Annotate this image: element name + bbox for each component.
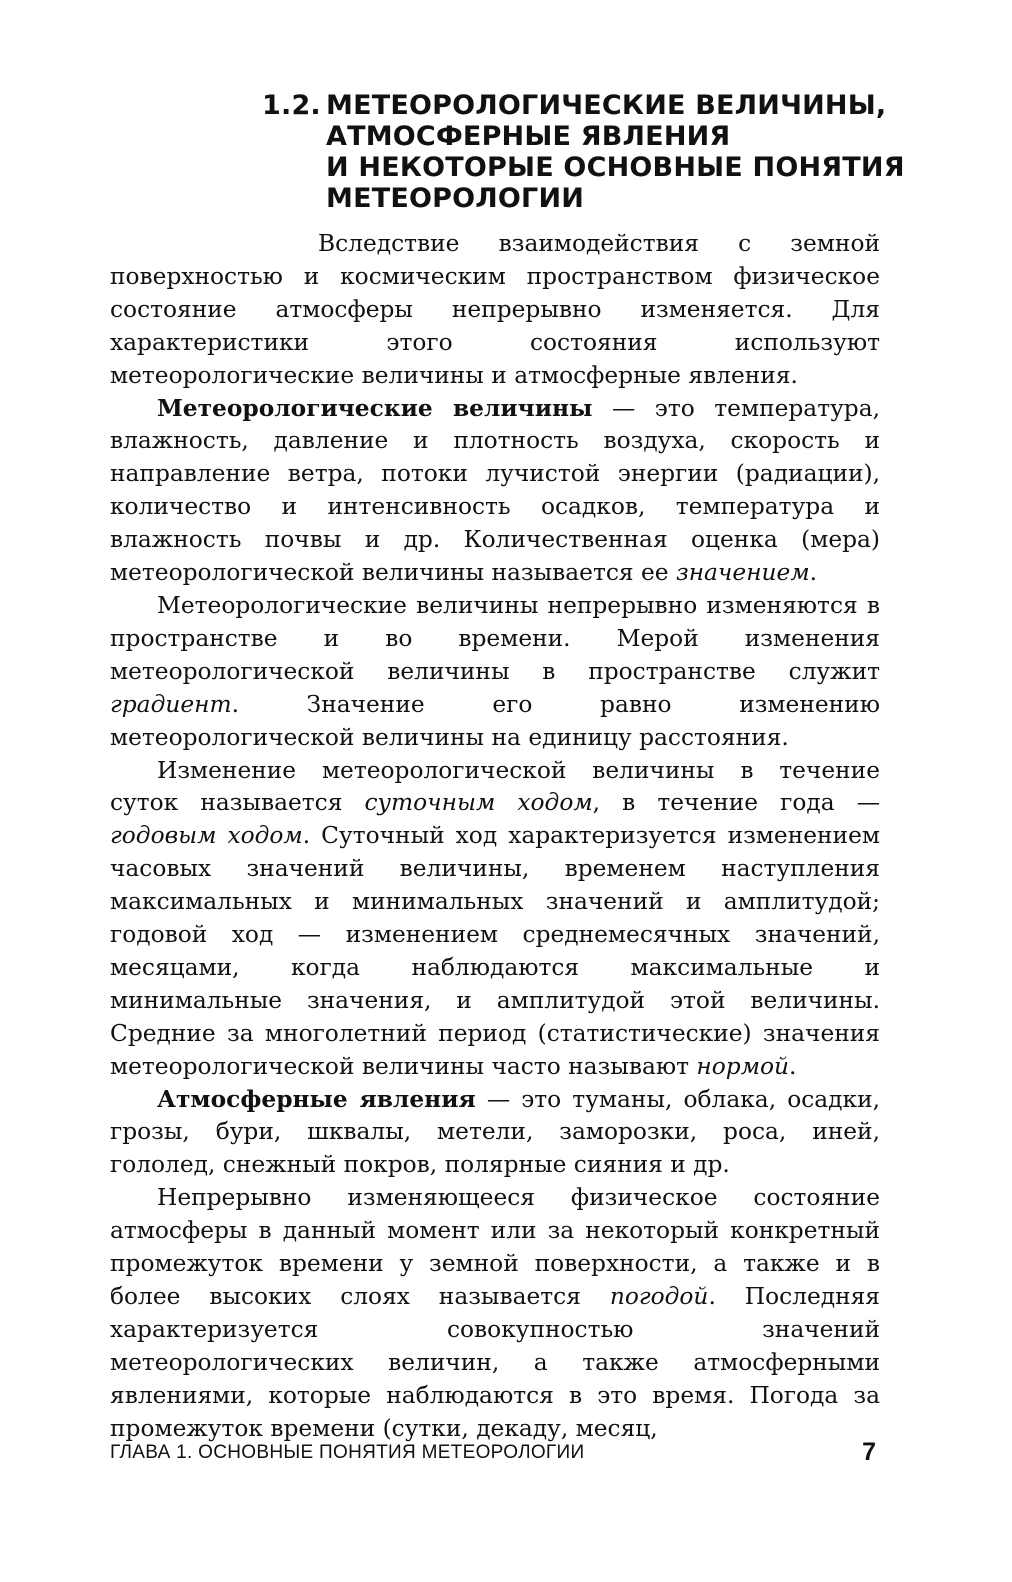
paragraph-3: [110, 590, 880, 755]
page-footer: [110, 1440, 880, 1470]
section-number: 1.2.: [262, 90, 321, 121]
body-text: [110, 228, 880, 1446]
heading-line-3: И НЕКОТОРЫЕ ОСНОВНЫЕ ПОНЯТИЯ: [326, 152, 905, 183]
paragraph-4: [110, 755, 880, 1084]
heading-line-1: [262, 90, 902, 121]
paragraph-4-text-c: . Суточный ход характеризуется изменением часовых значений величины, временем наступления максимальных и минимальных значений и амплитудой; годовой ход — изменением среднемесячных значений, месяцами, когда наблюдаются максимальные и минимальные значения, и амплитудой этой величины. Средние за многолетний период (статистические) значения метеорологической величины часто называют: [110, 822, 880, 1080]
emphasis-norm: нормой: [696, 1052, 790, 1080]
heading-text-1: МЕТЕОРОЛОГИЧЕСКИЕ ВЕЛИЧИНЫ,: [326, 90, 887, 121]
paragraph-5: [110, 1084, 880, 1183]
paragraph-1: [110, 228, 880, 393]
section-heading: [262, 90, 905, 214]
paragraph-2-text-a: — это температура, влажность, давление и плотность воздуха, скорость и направление ветра, потоки лучистой энергии (радиации), количество и интенсивность осадков, температура и влажность почвы и др. Количественная оценка (мера) метеорологической величины называется ее: [110, 394, 880, 587]
term-atmospheric-phenomena: Атмосферные явления: [157, 1085, 476, 1113]
term-meteorological-quantities: Метеорологические величины: [157, 394, 593, 422]
paragraph-4-text-b: , в течение года —: [592, 789, 880, 817]
heading-line-4: МЕТЕОРОЛОГИИ: [326, 183, 585, 214]
paragraph-5-text-a: — это туманы, облака, осадки, грозы, бури, шквалы, метели, заморозки, роса, иней, гололед, снежный покров, полярные сияния и др.: [110, 1085, 881, 1179]
paragraph-6-text-a: Непрерывно изменяющееся физическое состояние атмосферы в данный момент или за некоторый конкретный промежуток времени у земной поверхности, а также и в более высоких слоях называется: [110, 1184, 880, 1310]
page-number: 7: [862, 1438, 876, 1466]
emphasis-annual-course: годовым ходом: [110, 822, 303, 850]
paragraph-4-text-a: Изменение метеорологической величины в течение суток называется: [110, 756, 880, 817]
running-footer-chapter: ГЛАВА 1. ОСНОВНЫЕ ПОНЯТИЯ МЕТЕОРОЛОГИИ: [110, 1442, 585, 1463]
paragraph-4-text-d: .: [789, 1052, 797, 1080]
paragraph-3-text-a: Метеорологические величины непрерывно изменяются в пространстве и во времени. Мерой изменения метеорологической величины в пространстве служит: [110, 591, 880, 685]
heading-line-2: АТМОСФЕРНЫЕ ЯВЛЕНИЯ: [326, 121, 731, 152]
paragraph-2: [110, 393, 880, 590]
emphasis-weather: погодой: [609, 1283, 709, 1310]
paragraph-2-text-b: .: [809, 559, 818, 587]
emphasis-daily-course: суточным ходом: [364, 789, 593, 817]
emphasis-gradient: градиент: [110, 690, 232, 718]
paragraph-3-text-b: . Значение его равно изменению метеорологической величины на единицу расстояния.: [110, 690, 880, 751]
paragraph-1-text: Вследствие взаимодействия с земной поверхностью и космическим пространством физическое состояние атмосферы непрерывно изменяется. Для характеристики этого состояния используют метеорологические величины и атмосферные явления.: [110, 230, 880, 389]
paragraph-6-text-b: . Последняя характеризуется совокупностью значений метеорологических величин, а также атмосферными явлениями, которые наблюдаются в это время. Погода за промежуток времени (сутки, декаду, месяц,: [110, 1283, 880, 1442]
emphasis-value: значением: [675, 559, 810, 587]
paragraph-6: [110, 1182, 880, 1445]
